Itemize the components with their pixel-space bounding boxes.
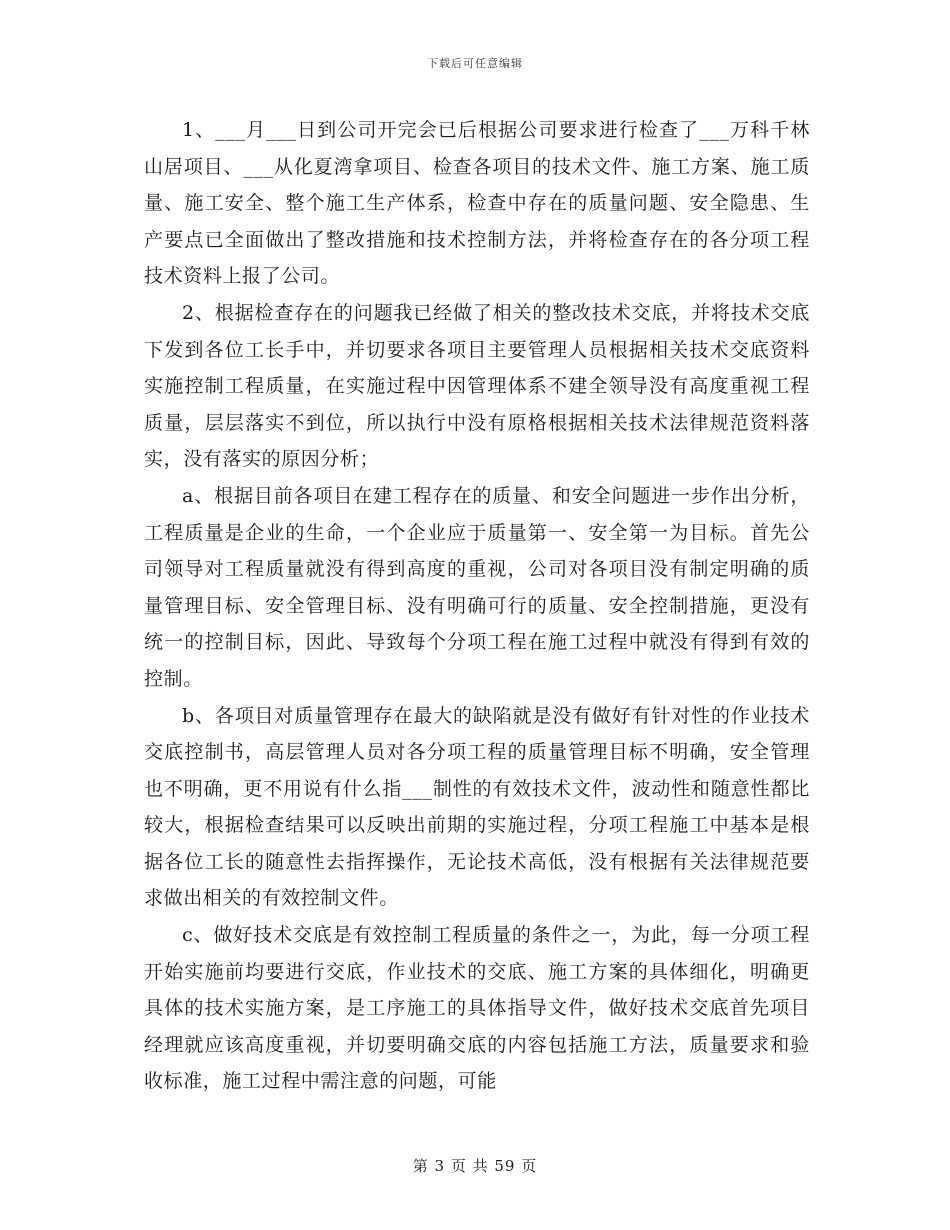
paragraph-c: c、做好技术交底是有效控制工程质量的条件之一，为此，每一分项工程开始实施前均要进行交底，作业技术的交底、施工方案的具体细化，明确更具体的技术实施方案，是工序施工的具体指导文件，做好技术交底首先项目经理就应该高度重视，并切要明确交底的内容包括施工方法，质量要求和验收标准，施工过程中需注意的问题，可能 [144,924,810,1093]
paragraph-2: 2、根据检查存在的问题我已经做了相关的整改技术交底，并将技术交底下发到各位工长手中，并切要求各项目主要管理人员根据相关技术交底资料实施控制工程质量，在实施过程中因管理体系不建全领导没有高度重视工程质量，层层落实不到位，所以执行中没有原格根据相关技术法律规范资料落实，没有落实的原因分析； [144,301,810,471]
paragraph-a: a、根据目前各项目在建工程存在的质量、和安全问题进一步作出分析，工程质量是企业的生命，一个企业应于质量第一、安全第一为目标。首先公司领导对工程质量就没有得到高度的重视，公司对各项目没有制定明确的质量管理目标、安全管理目标、没有明确可行的质量、安全控制措施，更没有统一的控制目标，因此、导致每个分项工程在施工过程中就没有得到有效的控制。 [144,484,810,690]
document-body [144,112,810,1100]
page-header-note: 下载后可任意编辑 [427,57,523,70]
paragraph-b: b、各项目对质量管理存在最大的缺陷就是没有做好有针对性的作业技术交底控制书，高层管理人员对各分项工程的质量管理目标不明确，安全管理也不明确，更不用说有什么指___制性的有效技术文件，波动性和随意性都比较大，根据检查结果可以反映出前期的实施过程，分项工程施工中基本是根据各位工长的随意性去指挥操作，无论技术高低，没有根据有关法律规范要求做出相关的有效控制文件。 [144,704,810,910]
page-number: 第 3 页 共 59 页 [412,1157,538,1175]
paragraph-1: 1、___月___日到公司开完会已后根据公司要求进行检查了___万科千林山居项目、___从化夏湾拿项目、检查各项目的技术文件、施工方案、施工质量、施工安全、整个施工生产体系，检查中存在的质量问题、安全隐患、生产要点已全面做出了整改措施和技术控制方法，并将检查存在的各分项工程技术资料上报了公司。 [144,119,810,288]
